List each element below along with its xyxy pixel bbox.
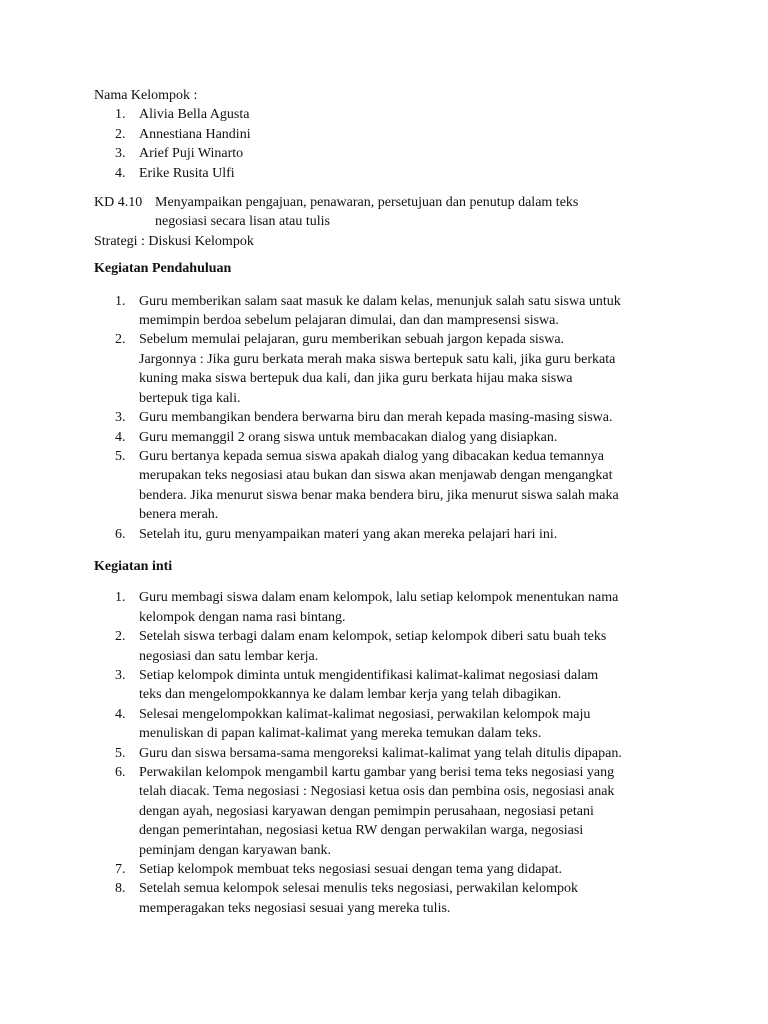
member-item: 1. Alivia Bella Agusta [115, 107, 250, 123]
kd-text-line-2: negosiasi secara lisan atau tulis [155, 214, 330, 230]
list-item-text-line: menuliskan di papan kalimat-kalimat yang mereka temukan dalam teks. [139, 726, 542, 742]
list-item [94, 588, 674, 627]
list-item-number: 4. [115, 706, 126, 722]
list-item-text-line: Guru dan siswa bersama-sama mengoreksi kalimat-kalimat yang telah ditulis dipapan. [139, 745, 622, 761]
list-item-text-line: Sebelum memulai pelajaran, guru memberikan sebuah jargon kepada siswa. [139, 332, 565, 348]
list-item-text-line: Setiap kelompok diminta untuk mengidentifikasi kalimat-kalimat negosiasi dalam [139, 667, 599, 683]
list-item-number: 2. [115, 629, 126, 645]
member-item: 4. Erike Rusita Ulfi [115, 165, 235, 181]
list-item-text-line: Perwakilan kelompok mengambil kartu gambar yang berisi tema teks negosiasi yang [139, 765, 615, 780]
list-item-number: 3. [115, 667, 126, 683]
list-item-text-line: Guru bertanya kepada semua siswa apakah dialog yang dibacakan kedua temannya [139, 448, 604, 464]
list-item-text-line: Setelah itu, guru menyampaikan materi yang akan mereka pelajari hari ini. [139, 526, 558, 542]
list-item-text-line: Guru membangikan bendera berwarna biru dan merah kepada masing-masing siswa. [139, 410, 613, 426]
list-item-text-line: Setelah siswa terbagi dalam enam kelompok, setiap kelompok diberi satu buah teks [139, 629, 607, 645]
list-item-number: 6. [115, 526, 126, 542]
list-item-number: 2. [115, 332, 126, 348]
list-item-number: 1. [115, 293, 126, 309]
list-item-text-line: Guru memanggil 2 orang siswa untuk membacakan dialog yang disiapkan. [139, 429, 558, 445]
list-item-text-line: Setelah semua kelompok selesai menulis teks negosiasi, perwakilan kelompok [139, 881, 578, 897]
member-item: 3. Arief Puji Winarto [115, 146, 244, 162]
list-item-text-line: dengan pemerintahan, negosiasi ketua RW dengan perwakilan warga, negosiasi [139, 823, 584, 839]
list-item-number: 8. [115, 881, 126, 897]
list-item-text-line: telah diacak. Tema negosiasi : Negosiasi ketua osis dan pembina osis, negosiasi anak [139, 784, 615, 800]
list-item [94, 879, 674, 918]
list-item [94, 428, 674, 447]
list-item-number: 7. [115, 862, 126, 878]
list-item-number: 6. [115, 765, 126, 780]
list-item-text-line: kelompok dengan nama rasi bintang. [139, 609, 346, 625]
list-item-text-line: peminjam dengan karyawan bank. [139, 842, 332, 858]
list-item [94, 525, 674, 544]
group-name-label: Nama Kelompok : [94, 88, 198, 103]
list-item-number: 5. [115, 745, 126, 761]
list-item-text-line: bendera. Jika menurut siswa benar maka bendera biru, jika menurut siswa salah maka [139, 487, 619, 503]
list-item-number: 1. [115, 590, 126, 606]
list-item-text-line: Jargonnya : Jika guru berkata merah maka siswa bertepuk satu kali, jika guru berkata [139, 351, 616, 367]
section-heading-inti: Kegiatan inti [94, 558, 173, 574]
list-item-text-line: benera merah. [139, 507, 219, 523]
list-item [94, 860, 674, 879]
list-item-number: 5. [115, 448, 126, 464]
list-item-text-line: Setiap kelompok membuat teks negosiasi sesuai dengan tema yang didapat. [139, 862, 563, 878]
member-list [94, 105, 674, 183]
list-item-text-line: memimpin berdoa sebelum pelajaran dimulai, dan dan mampresensi siswa. [139, 313, 559, 329]
list-item-text-line: merupakan teks negosiasi atau bukan dan siswa akan menjawab dengan mengangkat [139, 468, 613, 484]
list-item [94, 666, 674, 705]
list-item-text-line: teks dan mengelompokkannya ke dalam lembar kerja yang telah dibagikan. [139, 687, 562, 703]
list-item-text-line: dengan ayah, negosiasi karyawan dengan pemimpin perusahaan, negosiasi petani [139, 803, 594, 819]
list-item [94, 705, 674, 744]
strategy-line: Strategi : Diskusi Kelompok [94, 233, 254, 249]
list-item-number: 3. [115, 410, 126, 426]
section-heading-pendahuluan: Kegiatan Pendahuluan [94, 261, 232, 277]
list-item [94, 627, 674, 666]
list-item [94, 447, 674, 525]
list-item [94, 408, 674, 427]
list-item-text-line: Guru membagi siswa dalam enam kelompok, lalu setiap kelompok menentukan nama [139, 590, 619, 606]
list-item-text-line: kuning maka siswa bertepuk dua kali, dan jika guru berkata hijau maka siswa [139, 371, 573, 387]
kd-statement [94, 193, 674, 232]
list-item-text-line: Guru memberikan salam saat masuk ke dalam kelas, menunjuk salah satu siswa untuk [139, 293, 621, 309]
kd-text-line-1: Menyampaikan pengajuan, penawaran, persetujuan dan penutup dalam teks [155, 195, 579, 211]
list-item-text-line: Selesai mengelompokkan kalimat-kalimat negosiasi, perwakilan kelompok maju [139, 706, 591, 722]
list-item [94, 763, 674, 860]
kd-label: KD 4.10 [94, 195, 143, 211]
list-item [94, 330, 674, 408]
inti-list [94, 588, 674, 918]
pendahuluan-list [94, 292, 674, 544]
list-item-text-line: memperagakan teks negosiasi sesuai yang mereka tulis. [139, 900, 451, 916]
list-item-text-line: negosiasi dan satu lembar kerja. [139, 648, 319, 664]
member-item: 2. Annestiana Handini [115, 126, 251, 142]
list-item-text-line: bertepuk tiga kali. [139, 390, 241, 406]
list-item [94, 744, 674, 763]
list-item-number: 4. [115, 429, 126, 445]
list-item [94, 292, 674, 331]
